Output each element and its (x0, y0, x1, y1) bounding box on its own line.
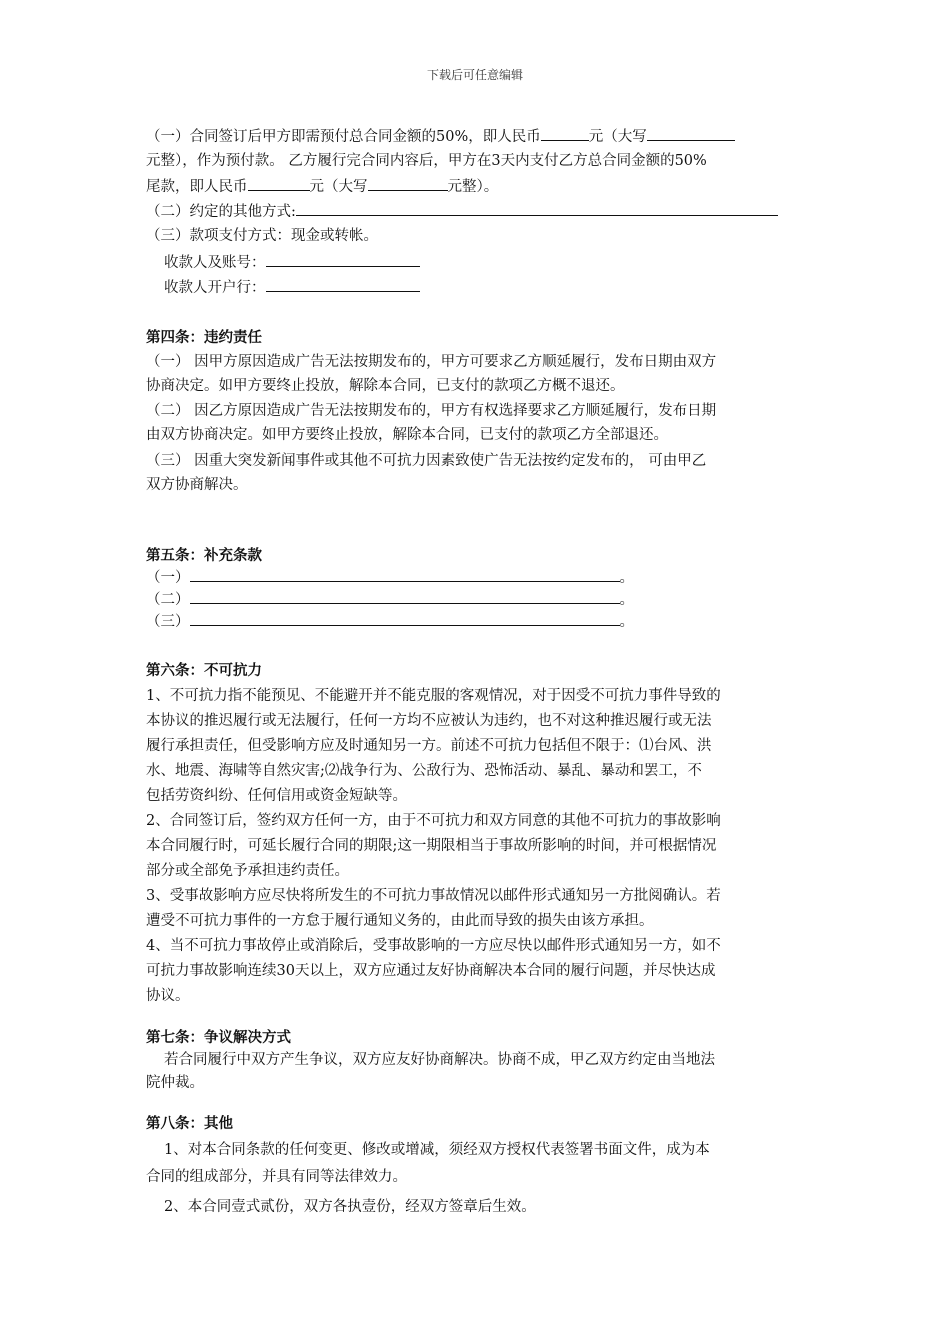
payment-text: 元整）。 (447, 179, 499, 195)
payment-line-3 (146, 175, 498, 198)
section-4-line: 由双方协商决定。如甲方要终止投放，解除本合同，已支付的款项乙方全部退还。 (146, 427, 668, 443)
section-7-line: 若合同履行中双方产生争议，双方应友好协商解决。协商不成，甲乙双方约定由当地法 (164, 1052, 715, 1068)
section-6-line: 1、不可抗力指不能预见、不能避开并不能克服的客观情况，对于因受不可抗力事件导致的 (146, 688, 721, 704)
section-8-title: 第八条：其他 (146, 1116, 233, 1132)
section-6-line: 2、合同签订后，签约双方任何一方，由于不可抗力和双方同意的其他不可抗力的事故影响 (146, 813, 721, 829)
section-8-line: 1、对本合同条款的任何变更、修改或增减，须经双方授权代表签署书面文件，成为本 (164, 1142, 710, 1158)
item-label: （一） (146, 570, 190, 586)
section-4-title: 第四条：违约责任 (146, 330, 262, 346)
payment-text: 元（大写 (588, 129, 647, 145)
balance-amount-blank[interactable] (248, 175, 310, 191)
payment-text: （一）合同签订后甲方即需预付总合同金额的50%，即人民币 (146, 129, 541, 145)
supplement-item-2 (146, 588, 634, 611)
section-8-line: 2、本合同壹式贰份，双方各执壹份，经双方签章后生效。 (164, 1199, 536, 1215)
other-method-line (146, 200, 778, 223)
payment-line-1 (146, 125, 735, 148)
payee-bank-label: 收款人开户行： (164, 280, 266, 296)
section-7-line: 院仲裁。 (146, 1075, 204, 1091)
payee-account-blank[interactable] (266, 251, 420, 267)
section-4-line: （三） 因重大突发新闻事件或其他不可抗力因素致使广告无法按约定发布的， 可由甲乙 (146, 453, 707, 469)
item-end: 。 (619, 614, 634, 630)
payee-bank-blank[interactable] (266, 276, 420, 292)
amount-words-blank[interactable] (647, 125, 735, 141)
section-6-line: 履行承担责任，但受影响方应及时通知另一方。前述不可抗力包括但不限于：⑴台风、洪 (146, 738, 712, 754)
amount-blank[interactable] (541, 125, 589, 141)
item-label: （二） (146, 592, 190, 608)
payee-bank-line (164, 276, 420, 299)
item-end: 。 (619, 592, 634, 608)
supplement-blank-1[interactable] (190, 566, 620, 582)
section-6-line: 部分或全部免予承担违约责任。 (146, 863, 349, 879)
payee-account-label: 收款人及账号： (164, 255, 266, 271)
section-7-title: 第七条：争议解决方式 (146, 1030, 291, 1046)
supplement-item-1 (146, 566, 634, 589)
payment-method-line: （三）款项支付方式：现金或转帐。 (146, 228, 378, 244)
section-6-line: 3、受事故影响方应尽快将所发生的不可抗力事故情况以邮件形式通知另一方批阅确认。若 (146, 888, 721, 904)
payment-text: 尾款，即人民币 (146, 179, 248, 195)
section-4-line: （一） 因甲方原因造成广告无法按期发布的，甲方可要求乙方顺延履行，发布日期由双方 (146, 354, 717, 370)
section-6-line: 包括劳资纠纷、任何信用或资金短缺等。 (146, 788, 407, 804)
section-4-line: 双方协商解决。 (146, 477, 248, 493)
section-6-line: 协议。 (146, 988, 190, 1004)
other-method-blank[interactable] (296, 200, 778, 216)
payment-line-2: 元整），作为预付款。 乙方履行完合同内容后，甲方在3天内支付乙方总合同金额的50% (146, 153, 707, 169)
section-5-title: 第五条：补充条款 (146, 548, 262, 564)
section-6-line: 遭受不可抗力事件的一方怠于履行通知义务的，由此而导致的损失由该方承担。 (146, 913, 654, 929)
item-end: 。 (619, 570, 634, 586)
payment-text: 元（大写 (309, 179, 368, 195)
section-6-line: 水、地震、海啸等自然灾害;⑵战争行为、公敌行为、恐怖活动、暴乱、暴动和罢工，不 (146, 763, 702, 779)
other-method-label: （二）约定的其他方式: (146, 204, 296, 220)
section-8-line: 合同的组成部分，并具有同等法律效力。 (146, 1169, 407, 1185)
section-6-title: 第六条：不可抗力 (146, 663, 262, 679)
section-6-line: 本合同履行时，可延长履行合同的期限;这一期限相当于事故所影响的时间，并可根据情况 (146, 838, 717, 854)
balance-words-blank[interactable] (368, 175, 448, 191)
section-4-line: 协商决定。如甲方要终止投放，解除本合同，已支付的款项乙方概不退还。 (146, 378, 625, 394)
section-6-line: 本协议的推迟履行或无法履行，任何一方均不应被认为违约，也不对这种推迟履行或无法 (146, 713, 712, 729)
item-label: （三） (146, 614, 190, 630)
supplement-blank-2[interactable] (190, 588, 620, 604)
section-4-line: （二） 因乙方原因造成广告无法按期发布的，甲方有权选择要求乙方顺延履行，发布日期 (146, 403, 717, 419)
page-header: 下载后可任意编辑 (426, 68, 523, 82)
supplement-blank-3[interactable] (190, 610, 620, 626)
section-6-line: 可抗力事故影响连续30天以上，双方应通过友好协商解决本合同的履行问题，并尽快达成 (146, 963, 716, 979)
supplement-item-3 (146, 610, 634, 633)
payee-account-line (164, 251, 420, 274)
section-6-line: 4、当不可抗力事故停止或消除后，受事故影响的一方应尽快以邮件形式通知另一方，如不 (146, 938, 721, 954)
